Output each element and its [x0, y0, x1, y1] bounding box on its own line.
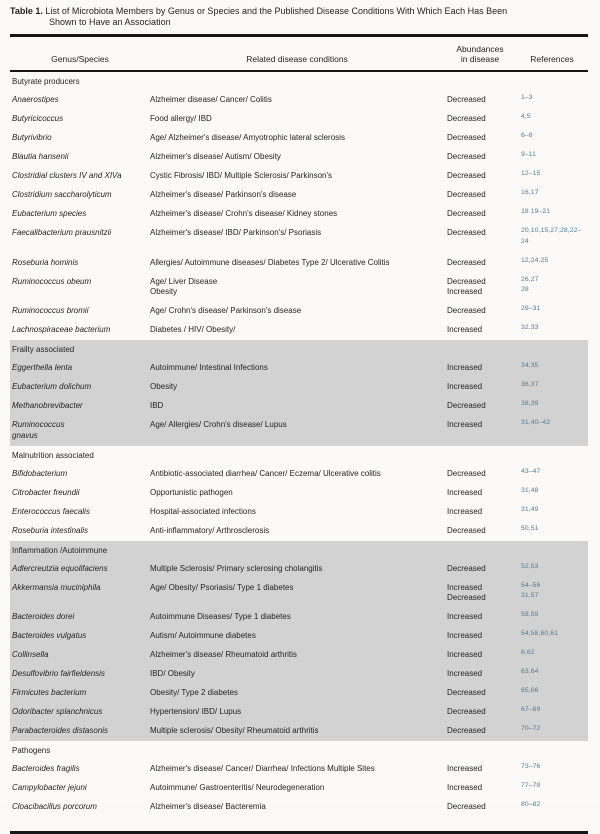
abundance-value: Decreased — [447, 525, 486, 535]
reference-citation: 65,66 — [521, 687, 539, 694]
reference-citation: 32,33 — [521, 324, 539, 331]
table-row — [10, 560, 588, 579]
table-row — [10, 608, 588, 627]
abundance-value: Increased — [447, 582, 483, 592]
table-row — [10, 321, 588, 340]
genus-species-cell: Anaerostipes — [12, 95, 59, 104]
disease-conditions-cell — [150, 420, 444, 431]
genus-species-cell: Akkermansia muciniphila — [12, 582, 101, 592]
reference-citation: 50,51 — [521, 524, 539, 532]
table-title — [10, 6, 588, 28]
condition-text: Autoimmune/ Gastroenteritis/ Neurodegeneration — [150, 783, 325, 792]
condition-text: Autoimmune/ Intestinal Infections — [150, 363, 268, 372]
genus-species-cell: Campylobacter jejuni — [12, 783, 87, 792]
reference-citation: 31,48 — [521, 486, 539, 494]
condition-text: Age/ Allergies/ Crohn's disease/ Lupus — [150, 420, 287, 429]
reference-citation: 26,27 — [521, 275, 539, 283]
reference-citation: 54,58,60,61 — [521, 630, 559, 637]
section-header: Malnutrition associated — [12, 450, 94, 460]
abundance-value: Increased — [447, 783, 483, 792]
condition-text: Alzheimer's disease/ Crohn's disease/ Kidney stones — [150, 209, 338, 218]
abundance-cell — [444, 190, 516, 201]
col-header-abundances-line1: Abundances — [456, 43, 504, 54]
references-cell — [516, 325, 588, 336]
reference-citation: 52,53 — [521, 562, 539, 570]
table-number-label: Table 1. — [10, 6, 43, 16]
disease-conditions-cell — [150, 802, 444, 813]
reference-citation: 28 — [521, 286, 529, 293]
genus-species-cell: Methanobrevibacter — [12, 401, 83, 410]
reference-citation: 31,57 — [521, 592, 539, 599]
reference-citation: 20,10,15,27,28,22–24 — [521, 227, 582, 245]
table-row — [10, 465, 588, 484]
table-row — [10, 186, 588, 205]
table-title-line2: Shown to Have an Association — [49, 17, 171, 27]
genus-species-cell: Citrobacter freundii — [12, 487, 80, 497]
disease-conditions-cell — [150, 171, 444, 182]
table-row — [10, 484, 588, 503]
table-row — [10, 522, 588, 541]
abundance-value: Decreased — [447, 468, 486, 478]
condition-text: Age/ Alzheimer's disease/ Amyotrophic lateral sclerosis — [150, 133, 345, 142]
disease-conditions-cell — [150, 650, 444, 661]
abundance-cell — [444, 133, 516, 144]
reference-citation: 58,59 — [521, 611, 539, 618]
reference-citation: 70–72 — [521, 725, 541, 732]
reference-citation: 31,49 — [521, 505, 539, 513]
disease-conditions-cell — [150, 382, 444, 393]
abundance-cell — [444, 306, 516, 317]
abundance-value: Decreased — [447, 190, 486, 199]
abundance-value: Increased — [447, 420, 483, 429]
abundance-cell — [444, 526, 516, 537]
abundance-value: Decreased — [447, 726, 486, 735]
abundance-value: Decreased — [447, 95, 486, 104]
abundance-value: Decreased — [447, 209, 486, 218]
table-body — [10, 72, 588, 817]
abundance-cell — [444, 152, 516, 163]
disease-conditions-cell — [150, 401, 444, 412]
disease-conditions-cell — [150, 190, 444, 201]
condition-text: IBD/ Obesity — [150, 669, 195, 678]
condition-text: Obesity — [150, 382, 178, 391]
condition-text: Multiple Sclerosis/ Primary sclerosing cholangitis — [150, 563, 323, 573]
genus-species-cell: Blautia hansenii — [12, 152, 69, 161]
condition-text — [150, 593, 436, 604]
section-header: Butyrate producers — [12, 77, 80, 86]
genus-species-cell: Desulfovibrio fairfieldensis — [12, 669, 105, 678]
col-header-related-disease-conditions: Related disease conditions — [246, 54, 348, 64]
genus-species-cell: Collinsella — [12, 650, 49, 659]
references-cell — [516, 726, 588, 737]
genus-species-cell: Ruminococcus gnavus — [12, 420, 65, 440]
condition-text: Alzheimer's disease/ Cancer/ Diarrhea/ Infections Multiple Sites — [150, 764, 375, 773]
condition-text: Autoimmune Diseases/ Type 1 diabetes — [150, 612, 291, 621]
table-row — [10, 416, 588, 446]
references-cell — [516, 631, 588, 642]
condition-text: Alzheimer's disease/ Rheumatoid arthritis — [150, 650, 297, 659]
abundance-value: Increased — [447, 506, 483, 516]
reference-citation: 73–76 — [521, 763, 541, 770]
table-row — [10, 722, 588, 741]
disease-conditions-cell — [150, 764, 444, 775]
genus-species-cell: Enterococcus faecalis — [12, 506, 90, 516]
genus-species-cell: Roseburia intestinalis — [12, 525, 89, 535]
references-cell — [516, 488, 588, 499]
references-cell — [516, 152, 588, 163]
table-row — [10, 579, 588, 609]
reference-citation: 80–82 — [521, 801, 541, 808]
abundance-value: Increased — [447, 487, 483, 497]
genus-species-cell: Bifidobacterium — [12, 468, 68, 478]
abundance-cell — [444, 764, 516, 775]
condition-text: Antibiotic-associated diarrhea/ Cancer/ Eczema/ Ulcerative colitis — [150, 468, 381, 478]
abundance-cell — [444, 612, 516, 623]
abundance-cell — [444, 95, 516, 106]
abundance-cell — [444, 228, 516, 239]
genus-species-cell: Cloacibacillus porcorum — [12, 802, 97, 811]
references-cell — [516, 583, 588, 604]
references-cell — [516, 612, 588, 623]
table-row — [10, 167, 588, 186]
abundance-value: Increased — [447, 764, 483, 773]
condition-text: Age/ Obesity/ Psoriasis/ Type 1 diabetes — [150, 582, 294, 592]
reference-citation: 31,40–42 — [521, 419, 551, 426]
abundance-cell — [444, 277, 516, 298]
condition-text: Cystic Fibrosis/ IBD/ Multiple Sclerosis/ Parkinson's — [150, 171, 333, 180]
reference-citation: 38,39 — [521, 400, 539, 407]
reference-citation: 29–31 — [521, 305, 541, 312]
table-row — [10, 302, 588, 321]
genus-species-cell: Bacteroides dorei — [12, 612, 75, 621]
abundance-cell — [444, 564, 516, 575]
abundance-cell — [444, 488, 516, 499]
table-row — [10, 684, 588, 703]
abundance-value: Increased — [447, 669, 483, 678]
table-row — [10, 110, 588, 129]
abundance-cell — [444, 507, 516, 518]
disease-conditions-cell — [150, 277, 444, 298]
table-row — [10, 359, 588, 378]
abundance-value: Increased — [447, 612, 483, 621]
abundance-value: Increased — [447, 325, 483, 334]
references-cell — [516, 228, 588, 249]
column-header-row — [10, 37, 588, 70]
reference-citation: 16,17 — [521, 189, 539, 196]
table-row — [10, 148, 588, 167]
condition-text: Alzheimer disease/ Cancer/ Colitis — [150, 95, 272, 104]
reference-citation: 9–11 — [521, 151, 537, 158]
disease-conditions-cell — [150, 564, 444, 575]
genus-species-cell: Faecalibacterium prausnitzii — [12, 228, 112, 237]
disease-conditions-cell — [150, 783, 444, 794]
references-cell — [516, 363, 588, 374]
condition-text: Hospital-associated infections — [150, 506, 256, 516]
table-row — [10, 378, 588, 397]
genus-species-cell: Eggerthella lenta — [12, 363, 73, 372]
references-cell — [516, 171, 588, 182]
disease-conditions-cell — [150, 152, 444, 163]
genus-species-cell: Butyrivibrio — [12, 133, 52, 142]
abundance-value: Increased — [447, 382, 483, 391]
disease-conditions-cell — [150, 133, 444, 144]
table-row — [10, 205, 588, 224]
disease-conditions-cell — [150, 258, 444, 269]
references-cell — [516, 688, 588, 699]
references-cell — [516, 507, 588, 518]
reference-citation: 12,24,25 — [521, 256, 549, 264]
references-cell — [516, 190, 588, 201]
disease-conditions-cell — [150, 228, 444, 239]
table-title-text: List of Microbiota Members by Genus or Species and the Published Disease Conditions With Which Each Has Been — [45, 6, 508, 16]
abundance-cell — [444, 209, 516, 220]
references-cell — [516, 802, 588, 813]
abundance-value: Decreased — [447, 257, 486, 267]
disease-conditions-cell — [150, 114, 444, 125]
disease-conditions-cell — [150, 95, 444, 106]
abundance-value: Increased — [447, 650, 483, 659]
genus-species-cell: Adlercreutzia equolifaciens — [12, 563, 108, 573]
reference-citation: 6–8 — [521, 132, 533, 139]
disease-conditions-cell — [150, 707, 444, 718]
abundance-value: Decreased — [447, 563, 486, 573]
references-cell — [516, 114, 588, 125]
condition-text: Diabetes / HIV/ Obesity/ — [150, 325, 236, 334]
abundance-cell — [444, 726, 516, 737]
reference-citation: 4,5 — [521, 113, 531, 120]
genus-species-cell: Roseburia hominis — [12, 257, 79, 267]
condition-text: Obesity/ Type 2 diabetes — [150, 688, 238, 697]
abundance-value: Decreased — [447, 802, 486, 811]
table-row — [10, 273, 588, 303]
section-header: Pathogens — [12, 746, 51, 755]
references-cell — [516, 783, 588, 794]
references-cell — [516, 669, 588, 680]
table-row — [10, 397, 588, 416]
genus-species-cell: Butyricicoccus — [12, 114, 64, 123]
disease-conditions-cell — [150, 726, 444, 737]
abundance-cell — [444, 783, 516, 794]
disease-conditions-cell — [150, 488, 444, 499]
condition-text: Food allergy/ IBD — [150, 114, 212, 123]
col-header-abundances-in-disease — [444, 44, 516, 65]
condition-text: Hypertension/ IBD/ Lupus — [150, 707, 242, 716]
abundance-value: Increased — [447, 363, 483, 372]
abundance-cell — [444, 171, 516, 182]
condition-text: Obesity — [150, 287, 178, 296]
reference-citation: 63,64 — [521, 668, 539, 675]
genus-species-cell: Odoribacter splanchnicus — [12, 707, 103, 716]
abundance-cell — [444, 401, 516, 412]
references-cell — [516, 401, 588, 412]
references-cell — [516, 95, 588, 106]
abundance-cell — [444, 469, 516, 480]
table-row — [10, 254, 588, 273]
table-row — [10, 129, 588, 148]
disease-conditions-cell — [150, 363, 444, 374]
table-row — [10, 224, 588, 254]
condition-text: Alzheimer's disease/ Bacteremia — [150, 802, 266, 811]
col-header-references: References — [530, 54, 574, 64]
abundance-cell — [444, 650, 516, 661]
genus-species-cell: Ruminococcus bromii — [12, 306, 89, 315]
abundance-cell — [444, 707, 516, 718]
disease-conditions-cell — [150, 583, 444, 604]
references-cell — [516, 764, 588, 775]
abundance-cell — [444, 420, 516, 431]
abundance-cell — [444, 382, 516, 393]
reference-citation: 67–69 — [521, 706, 541, 713]
abundance-cell — [444, 802, 516, 813]
reference-citation: 1–3 — [521, 94, 533, 101]
condition-text: Opportunistic pathogen — [150, 487, 233, 497]
condition-text: Allergies/ Autoimmune diseases/ Diabetes Type 2/ Ulcerative Colitis — [150, 257, 390, 267]
genus-species-cell: Eubacterium species — [12, 209, 87, 218]
genus-species-cell: Ruminococcus obeum — [12, 276, 92, 286]
abundance-value: Decreased — [447, 228, 486, 237]
condition-text: Alzheimer's disease/ Autism/ Obesity — [150, 152, 281, 161]
references-cell — [516, 382, 588, 393]
reference-citation: 54–56 — [521, 581, 541, 589]
disease-conditions-cell — [150, 669, 444, 680]
genus-species-cell: Firmicutes bacterium — [12, 688, 87, 697]
disease-conditions-cell — [150, 325, 444, 336]
abundance-cell — [444, 631, 516, 642]
abundance-value: Decreased — [447, 401, 486, 410]
abundance-value: Decreased — [447, 171, 486, 180]
references-cell — [516, 209, 588, 220]
abundance-cell — [444, 258, 516, 269]
abundance-cell — [444, 325, 516, 336]
abundance-value: Decreased — [447, 688, 486, 697]
abundance-value: Increased — [447, 631, 483, 640]
section-header: Inflammation /Autoimmune — [10, 541, 588, 560]
abundance-value: Decreased — [447, 114, 486, 123]
table-row — [10, 760, 588, 779]
disease-conditions-cell — [150, 469, 444, 480]
genus-species-cell: Bacteroides vulgatus — [12, 631, 87, 640]
abundance-value: Increased — [447, 287, 483, 296]
disease-conditions-cell — [150, 612, 444, 623]
references-cell — [516, 469, 588, 480]
table-row — [10, 646, 588, 665]
genus-species-cell: Clostridial clusters IV and XIVa — [12, 171, 122, 180]
abundance-cell — [444, 114, 516, 125]
genus-species-cell: Bacteroides fragilis — [12, 764, 80, 773]
abundance-cell — [444, 669, 516, 680]
abundance-value: Decreased — [447, 306, 486, 315]
reference-citation: 34,35 — [521, 362, 539, 369]
table-row — [10, 665, 588, 684]
abundance-value: Decreased — [447, 593, 486, 602]
references-cell — [516, 306, 588, 317]
table-row — [10, 91, 588, 110]
table-row — [10, 798, 588, 817]
condition-text: Anti-inflammatory/ Arthrosclerosis — [150, 525, 270, 535]
abundance-value: Decreased — [447, 152, 486, 161]
genus-species-cell: Lachnospiraceae bacterium — [12, 325, 111, 334]
table-row — [10, 503, 588, 522]
disease-conditions-cell — [150, 306, 444, 317]
references-cell — [516, 564, 588, 575]
condition-text: Alzheimer's disease/ Parkinson's disease — [150, 190, 297, 199]
condition-text: Autism/ Autoimmune diabetes — [150, 631, 256, 640]
disease-conditions-cell — [150, 631, 444, 642]
condition-text: IBD — [150, 401, 164, 410]
abundance-cell — [444, 363, 516, 374]
disease-conditions-cell — [150, 507, 444, 518]
col-header-genus-species: Genus/Species — [51, 54, 109, 64]
references-cell — [516, 650, 588, 661]
abundance-value: Decreased — [447, 276, 486, 286]
bottom-rule — [10, 831, 588, 834]
abundance-cell — [444, 583, 516, 604]
references-cell — [516, 258, 588, 269]
abundance-cell — [444, 688, 516, 699]
genus-species-cell: Clostridium saccharolyticum — [12, 190, 112, 199]
reference-citation: 36,37 — [521, 381, 539, 388]
references-cell — [516, 277, 588, 298]
table-row — [10, 779, 588, 798]
condition-text: Age/ Crohn's disease/ Parkinson's disease — [150, 306, 302, 315]
genus-species-cell: Parabacteroides distasonis — [12, 726, 109, 735]
abundance-value: Decreased — [447, 707, 486, 716]
condition-text: Age/ Liver Disease — [150, 276, 218, 286]
references-cell — [516, 526, 588, 537]
col-header-abundances-line2: in disease — [460, 54, 500, 64]
reference-citation: 43–47 — [521, 467, 541, 475]
references-cell — [516, 133, 588, 144]
reference-citation: 77–79 — [521, 782, 541, 789]
table-row — [10, 703, 588, 722]
disease-conditions-cell — [150, 526, 444, 537]
reference-citation: 12–15 — [521, 170, 541, 177]
references-cell — [516, 707, 588, 718]
section-header: Frailty associated — [10, 340, 588, 359]
condition-text: Multiple sclerosis/ Obesity/ Rheumatoid arthritis — [150, 726, 319, 735]
references-cell — [516, 420, 588, 431]
genus-species-cell: Eubacterium dolichum — [12, 382, 92, 391]
disease-conditions-cell — [150, 688, 444, 699]
disease-conditions-cell — [150, 209, 444, 220]
reference-citation: 18 19–21 — [521, 208, 551, 215]
table-title-line1 — [10, 6, 588, 17]
reference-citation: 8,62 — [521, 649, 535, 656]
table-row — [10, 627, 588, 646]
abundance-value: Decreased — [447, 133, 486, 142]
condition-text: Alzheimer's disease/ IBD/ Parkinson's/ Psoriasis — [150, 228, 322, 237]
